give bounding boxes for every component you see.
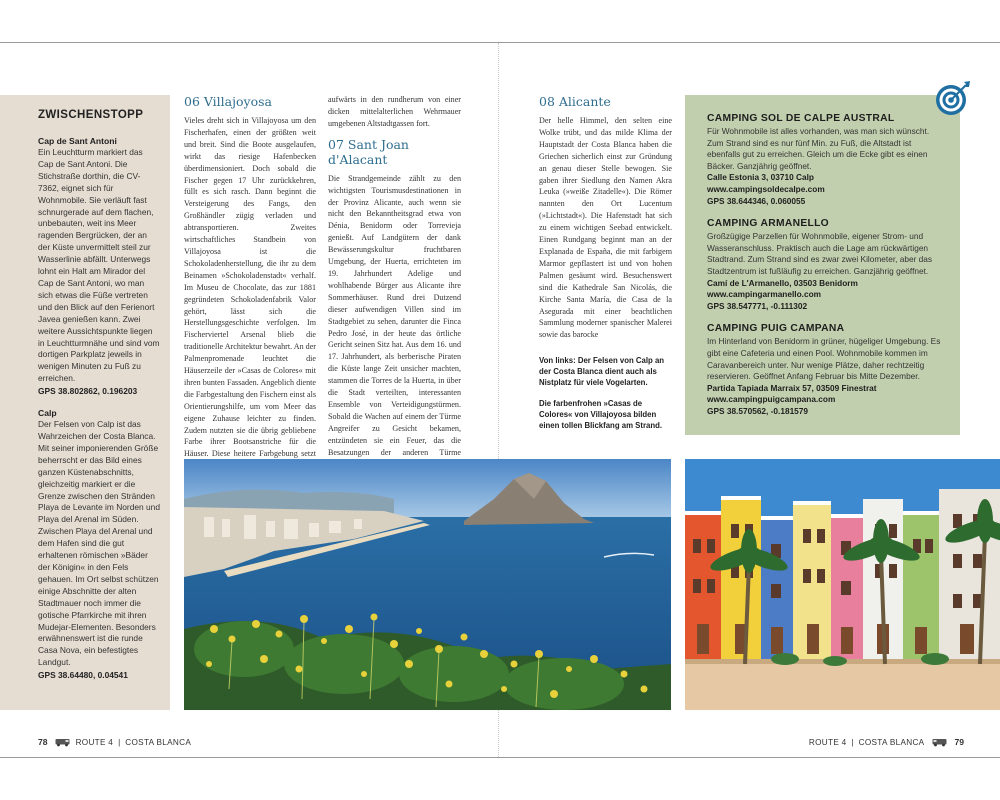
section-heading-villajoyosa: 06 Villajoyosa bbox=[184, 94, 272, 109]
camping-gps: GPS 38.570562, -0.181579 bbox=[707, 405, 809, 416]
camping-address: Partida Tapiada Marraix 57, 03509 Finestrat bbox=[707, 382, 877, 393]
article-column-alicante bbox=[539, 94, 672, 341]
camping-description: Im Hinterland von Benidorm in grüner, hügeliger Umgebung. Es gibt eine Cafeteria und einen Pool. Wohnmobile kommen im Caravanbereich unter. Nur wenige Plätze, daher rechtzeitig reservieren. Geöffnet Anfang Februar bis Mitte Dezember. bbox=[707, 336, 941, 382]
footer-separator: | bbox=[851, 737, 854, 747]
camping-gps: GPS 38.547771, -0.111302 bbox=[707, 300, 808, 311]
bottom-rule bbox=[0, 757, 1000, 758]
camping-entry-puig-campana bbox=[707, 322, 946, 417]
camper-van-icon bbox=[931, 738, 947, 747]
sidebar-entry-text: Ein Leuchtturm markiert das Cap de Sant Antoni. Die Stichstraße dorthin, die CV-7362, eignet sich für Wohnmobile. Sie verläuft fast schnurgerade auf dem flachen, unbebauten, weit ins Meer ragenden Bergrücken, der an der Küste unvermittelt steil zur Wasserlinie abfällt. Unterwegs lohnt ein Halt am Mirador del Cap de Sant Antoni, wo man sich etwas die Füße vertreten und den Blick auf den Ferienort Javea genießen kann. Zwei weitere Aussichtspunkte liegen in Leuchtturmnähe und sind vom dortigen Parkplatz jeweils in wenigen Minuten zu Fuß zu erreichen. bbox=[38, 147, 160, 384]
footer-right bbox=[809, 737, 964, 747]
section-heading-alicante: 08 Alicante bbox=[539, 94, 611, 109]
sidebar-entry-title: Cap de Sant Antoni bbox=[38, 136, 117, 146]
sidebar-entry-gps: GPS 38.802862, 0.196203 bbox=[38, 386, 138, 397]
article-column-sant-joan bbox=[328, 94, 461, 470]
top-rule bbox=[0, 42, 1000, 43]
footer-separator: | bbox=[118, 737, 121, 747]
camping-website: www.campingpuigcampana.com bbox=[707, 394, 836, 405]
caption-casas-de-colores: Die farbenfrohen »Casas de Colores« von Villajoyosa bilden einen tollen Blickfang am Strand. bbox=[539, 398, 663, 431]
section-text-alicante: Der helle Himmel, den selten eine Wolke trübt, und das milde Klima der Hauptstadt der Costa Blanca haben die Griechen sicherlich einst zur Gründung an genau dieser Stelle bewogen. Sie gaben ihrer Siedlung den Namen Akra Leuka (»weiße Zitadelle«). Die Römer nannten den Ort Lucentum (»Lichtstadt«). Die Hafenstadt hat sich zu einem wichtigen Seebad entwickelt. Einen Rundgang beginnt man an der Explanada de España, die mit farbigem Marmor gepflastert ist und von hohen Palmen gesäumt wird. Besuchenswert sind die Kathedrale San Nicolás, die Kirche Santa María, die Casa de la Asegurada mit einer beachtlichen Sammlung moderner spanischer Malerei sowie das barocke bbox=[539, 116, 672, 340]
photo-casas-de-colores bbox=[685, 459, 1000, 710]
sidebar-entry-calp bbox=[38, 407, 160, 681]
sidebar-entry-text: Der Felsen von Calp ist das Wahrzeichen der Costa Blanca. Mit seiner imponierenden Größe beherrscht er das Bild eines ganzen Küstenabschnitts, gleichzeitig markiert er die Grenze zwischen den Stränden Playa de Levante im Norden und Playa del Arenal im Süden. Zwischen Playa del Arenal und dem Hafen sind die gut erhaltenen römischen »Bäder der Königin« in den Fels gehauen. Im Ort selbst schützen einige Abschnitte der alten Stadtmauer noch immer die gotische Pfarrkirche mit ihren Mudejar-Elementen. Besonders erwähnenswert ist die runde Casa Nova, ein befestigtes Landgut. bbox=[38, 419, 160, 668]
section-text-sant-joan: Die Strandgemeinde zählt zu den wichtigsten Tourismusdestinationen in der Provinz Alicante, auch wenn sie nicht den Bekanntheitsgrad etwa von Dénia, Benidorm oder Torrevieja genießt. Auf Landgütern der dank Bewässerungskultur fruchtbaren Umgebung, der Huerta, errichteten im 19. Jahrhundert Adelige und wohlhabende Bürger aus Alicante ihre Sommerhäuser. Rund drei Dutzend dieser aufwendigen Villen sind im Stadtgebiet zu sehen, darunter die Finca Pedro José, in der heute das örtliche Gericht seinen Sitz hat. Aus dem 16. und 17. Jahrhundert, als berberische Piraten die Küste lange Zeit unsicher machten, stammen die Torres de la Huerta, in über die Stadt verteilten, interessanten Ensemble von Verteidigungstürmen. Sobald die Wachen auf einem der Türme Angreifer zu Gesicht bekamen, entzündeten sie ein Feuer, das die Besatzungen der anderen Türme bbox=[328, 173, 461, 457]
camping-entry-armanello bbox=[707, 217, 946, 312]
camping-gps: GPS 38.644346, 0.060055 bbox=[707, 195, 806, 206]
zwischenstopp-sidebar bbox=[0, 95, 170, 710]
target-icon bbox=[934, 79, 972, 117]
camping-website: www.campingsoldecalpe.com bbox=[707, 183, 825, 194]
sidebar-entry-title: Calp bbox=[38, 408, 57, 419]
sidebar-entry-gps: GPS 38.64480, 0.04541 bbox=[38, 670, 128, 681]
camping-name: CAMPING SOL DE CALPE AUSTRAL bbox=[707, 113, 895, 124]
camping-website: www.campingarmanello.com bbox=[707, 289, 822, 300]
camping-name: CAMPING PUIG CAMPANA bbox=[707, 323, 845, 335]
camping-description: Für Wohnmobile ist alles vorhanden, was man sich wünscht. Zum Strand sind es nur fünf Min. zu Fuß, die Altstadt ist ebenfalls gut zu erreichen. Gleich um die Ecke gibt es einen Bäcker. Ganzjährig geöffnet. bbox=[707, 126, 930, 171]
footer-route: ROUTE 4 bbox=[808, 737, 847, 747]
camping-address: Camí de L'Armanello, 03503 Benidorm bbox=[707, 277, 858, 288]
camping-description: Großzügige Parzellen für Wohnmobile, eigener Strom- und Wasseranschluss. Praktisch auch die Lage am rückwärtigen Stadtrand. Zum Strand sind es zwar zwei Kilometer, aber das Stadtzentrum ist fußläufig zu erreichen. Ganzjährig geöffnet. bbox=[707, 231, 933, 276]
camper-van-icon bbox=[55, 738, 71, 747]
sidebar-entry-cap-sant-antoni bbox=[38, 135, 160, 397]
section-text-villajoyosa-continued: aufwärts in den rundherum von einer dicken mittelalterlichen Wehrmauer umgebenen Altstadtgassen fort. bbox=[328, 95, 461, 128]
camping-infobox bbox=[685, 95, 960, 435]
article-column-villajoyosa bbox=[184, 94, 316, 472]
camping-address: Calle Estonia 3, 03710 Calp bbox=[707, 172, 814, 183]
footer-region: COSTA BLANCA bbox=[125, 737, 192, 747]
footer-route: ROUTE 4 bbox=[75, 737, 114, 747]
sidebar-heading: ZWISCHENSTOPP bbox=[38, 109, 144, 121]
footer-region: COSTA BLANCA bbox=[858, 737, 925, 747]
section-text-villajoyosa: Vieles dreht sich in Villajoyosa um den Fischerhafen, einen der größten weit und breit. Sind die Boote ausgelaufen, wirkt das riesige Hafenbecken überdimensioniert. Doch sobald die Fischer gegen 17 Uhr zurückkehren, füllt es sich rasch. Dann beginnt die Versteigerung des Fangs, den Großhändler zügig verladen und abtransportieren. Zweites wirtschaftliches Standbein von Villajoyosa ist die Schokoladenherstellung, die ihr zu dem Beinamen »Schokoladenstadt« verhalf. Im Museu de Chocolate, das zur 1881 gegründeten Schokoladenfabrik Valor gehört, lässt sich die Herstellungsgeschichte verfolgen. Im Fischerviertel Arsenal blieb die traditionelle Architektur bewahrt. An der Palmenpromenade leuchtet die Häuserzeile der »Casas de Colores« mit ihren bunten Fassaden. Angeblich diente die Farbgestaltung den Fischern einst als Orientierungshilfe, um vom Meer das eigene Zuhause leichter zu finden. Zudem nutzten sie die übrig gebliebene Farbe ihrer Bootsanstriche für die Häuser. Diese heitere Farbgebung setzt bbox=[184, 116, 316, 459]
footer-left bbox=[38, 737, 191, 747]
photo-captions bbox=[539, 355, 673, 440]
section-heading-sant-joan: 07 Sant Joan d'Alacant bbox=[328, 136, 409, 167]
camping-name: CAMPING ARMANELLO bbox=[707, 218, 829, 230]
caption-calp: Von links: Der Felsen von Calp an der Costa Blanca dient auch als Nistplatz für viele Vogelarten. bbox=[539, 356, 665, 388]
camping-entry-sol-de-calpe bbox=[707, 112, 946, 207]
page-number-right: 79 bbox=[954, 737, 964, 747]
page-number-left: 78 bbox=[38, 737, 48, 747]
photo-penon-de-ifach-calp bbox=[184, 459, 671, 710]
